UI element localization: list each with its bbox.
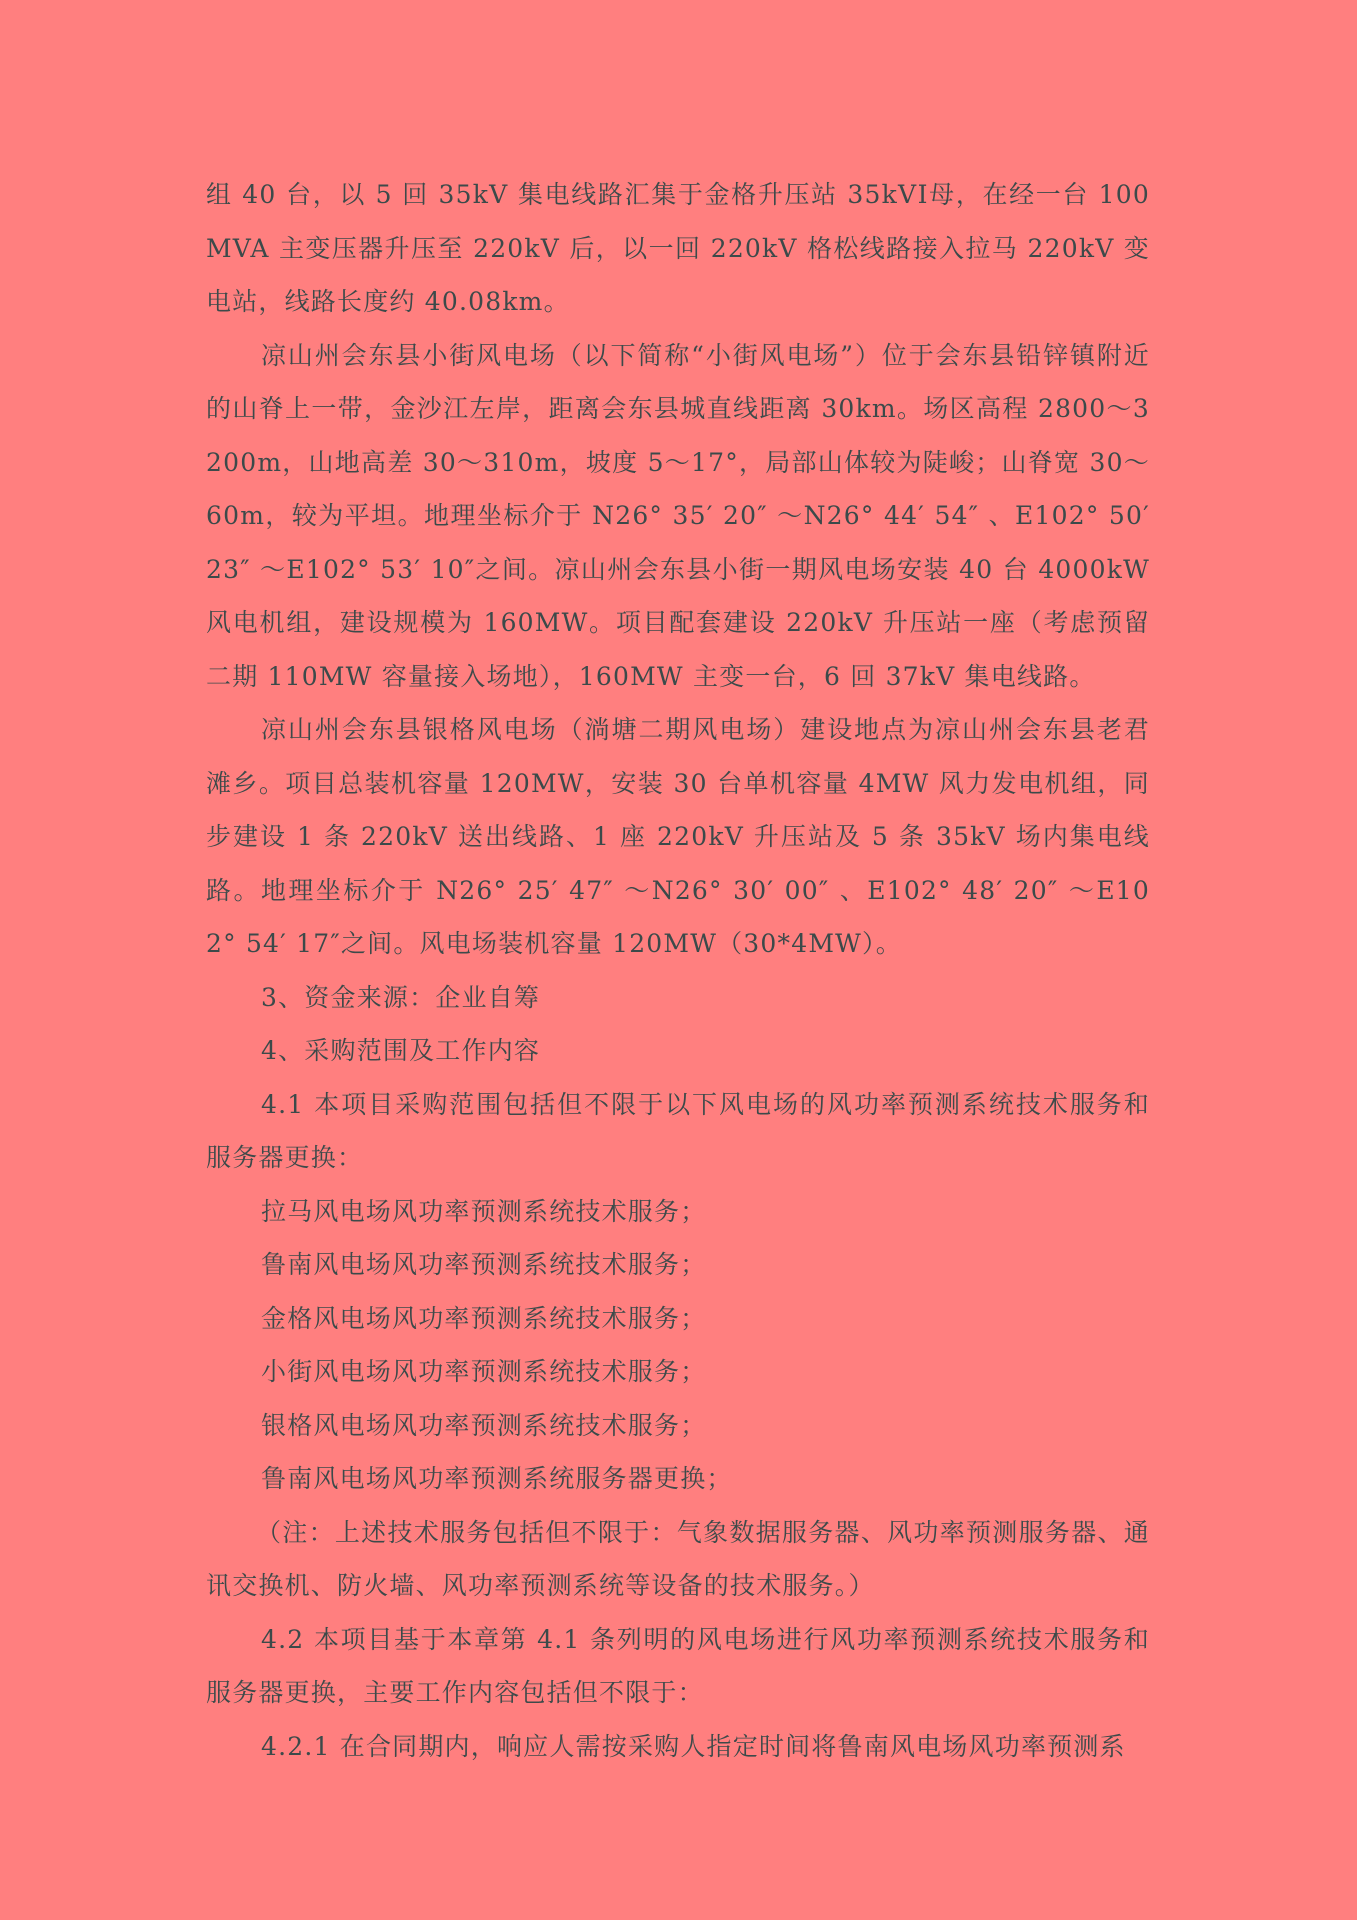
list-item: 银格风电场风功率预测系统技术服务； (261, 1410, 707, 1440)
paragraph-note: （注：上述技术服务包括但不限于：气象数据服务器、风功率预测服务器、通讯交换机、防火墙、风功率预测系统等设备的技术服务。） (206, 1517, 1150, 1600)
list-item: 鲁南风电场风功率预测系统技术服务； (261, 1250, 707, 1279)
heading-scope-and-work: 4、采购范围及工作内容 (261, 1036, 541, 1065)
paragraph-section-4-2-1: 4.2.1 在合同期内，响应人需按采购人指定时间将鲁南风电场风功率预测系 (261, 1731, 1126, 1761)
paragraph-project-jinge-continued: 组 40 台，以 5 回 35kV 集电线路汇集于金格升压站 35kVⅠ母，在经一台 100MVA 主变压器升压至 220kV 后，以一回 220kV 格松线路接入拉马 220kV 变电站，线路长度约 40.08km。 (206, 180, 1150, 316)
list-item: 小街风电场风功率预测系统技术服务； (261, 1357, 707, 1386)
paragraph-section-4-2: 4.2 本项目基于本章第 4.1 条列明的风电场进行风功率预测系统技术服务和服务器更换，主要工作内容包括但不限于： (206, 1624, 1150, 1707)
scope-list (206, 1185, 1150, 1506)
paragraph-yinge-wind-farm: 凉山州会东县银格风电场（淌塘二期风电场）建设地点为凉山州会东县老君滩乡。项目总装机容量 120MW，安装 30 台单机容量 4MW 风力发电机组，同步建设 1 条 220kV 送出线路、1 座 220kV 升压站及 5 条 35kV 场内集电线路。地理坐标介于 N26° 25′ 47″ ～N26° 30′ 00″ 、E102° 48′ 20″ ～E102° 54′ 17″之间。风电场装机容量 120MW（30*4MW）。 (206, 715, 1150, 958)
list-item: 拉马风电场风功率预测系统技术服务； (261, 1196, 707, 1226)
document-page (206, 168, 1150, 1773)
list-item: 金格风电场风功率预测系统技术服务； (261, 1303, 707, 1333)
paragraph-section-4-1: 4.1 本项目采购范围包括但不限于以下风电场的风功率预测系统技术服务和服务器更换： (206, 1089, 1150, 1172)
paragraph-xiaojie-wind-farm: 凉山州会东县小街风电场（以下简称“小街风电场”）位于会东县铅锌镇附近的山脊上一带，金沙江左岸，距离会东县城直线距离 30km。场区高程 2800～3200m，山地高差 30～310m，坡度 5～17°，局部山体较为陡峻；山脊宽 30～60m，较为平坦。地理坐标介于 N26° 35′ 20″ ～N26° 44′ 54″ 、E102° 50′ 23″ ～E102° 53′ 10″之间。凉山州会东县小街一期风电场安装 40 台 4000kW 风电机组，建设规模为 160MW。项目配套建设 220kV 升压站一座（考虑预留二期 110MW 容量接入场地），160MW 主变一台，6 回 37kV 集电线路。 (206, 340, 1150, 691)
heading-funding-source: 3、资金来源：企业自筹 (261, 982, 541, 1012)
list-item: 鲁南风电场风功率预测系统服务器更换； (261, 1464, 733, 1493)
